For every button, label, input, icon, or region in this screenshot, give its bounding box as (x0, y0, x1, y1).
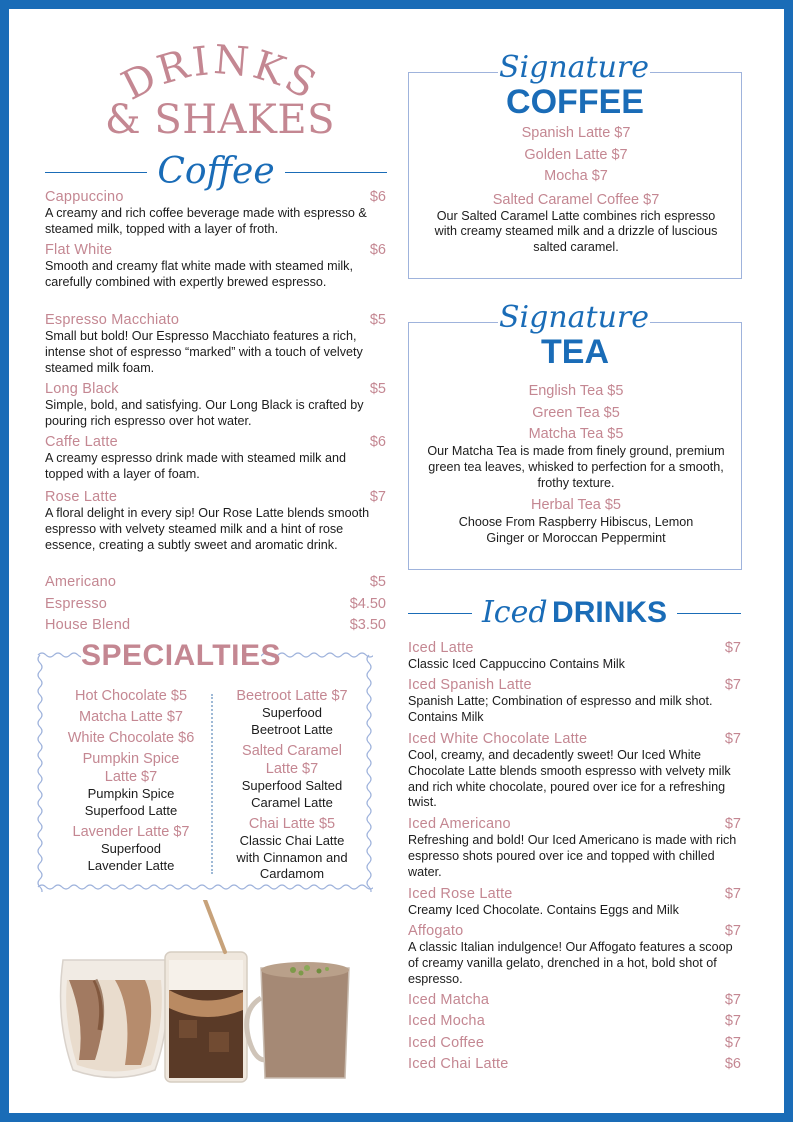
item-price: $5 (369, 381, 386, 397)
menu-item (408, 731, 741, 811)
item-name: Affogato (408, 923, 464, 939)
menu-item (45, 312, 386, 376)
item-name: Iced Americano (408, 816, 511, 832)
brand-line1: DRINKS (114, 44, 326, 104)
specialty-name: Salted Caramel Latte $7 (242, 743, 342, 777)
menu-item (45, 617, 386, 634)
brand-arc-text (100, 44, 340, 104)
item-name: Matcha Tea $5 (528, 426, 624, 442)
item-price: $7 (724, 816, 741, 832)
signature-script-text: Signature (498, 300, 650, 335)
menu-item (408, 677, 741, 726)
coffee-heading (45, 150, 387, 194)
item-name: Rose Latte (45, 489, 118, 505)
specialty-description: Superfood Lavender Latte (87, 841, 175, 873)
specialties-heading: SPECIALTIES (81, 636, 261, 676)
divider (285, 172, 387, 173)
item-price: $7 (369, 489, 386, 505)
signature-coffee-title: COFFEE (506, 83, 644, 121)
item-name: Iced Latte (408, 640, 474, 656)
item-price: $6 (369, 242, 386, 258)
specialties-left-column (50, 687, 212, 874)
item-price: $6 (369, 434, 386, 450)
item-description: Classic Iced Cappuccino Contains Milk (408, 657, 625, 671)
item-name: Iced Coffee (408, 1035, 485, 1051)
item-description: Small but bold! Our Espresso Macchiato features a rich, intense shot of espresso “marked” with a touch of velvety steamed milk foam. (45, 329, 363, 375)
item-description: Simple, bold, and satisfying. Our Long Black is crafted by pouring rich espresso over hot water. (45, 398, 364, 428)
item-price: $6 (724, 1056, 741, 1072)
item-description: Spanish Latte; Combination of espresso and milk shot. Contains Milk (408, 694, 713, 724)
item-price: $7 (724, 886, 741, 902)
item-description: Creamy Iced Chocolate. Contains Eggs and Milk (408, 903, 679, 917)
specialty-name: Hot Chocolate $5 (74, 688, 188, 704)
menu-item (45, 434, 386, 483)
item-name: Long Black (45, 381, 119, 397)
menu-item (45, 489, 386, 553)
item-name: Cappuccino (45, 189, 124, 205)
item-description: A creamy espresso drink made with steamed milk and topped with a layer of foam. (45, 451, 346, 481)
item-name: Spanish Latte $7 (521, 125, 631, 141)
item-name: Iced White Chocolate Latte (408, 731, 588, 747)
specialty-description: Superfood Salted Caramel Latte (241, 778, 343, 810)
specialty-name: Pumpkin Spice Latte $7 (82, 751, 180, 785)
drinks-photo (55, 900, 365, 1090)
item-name: Salted Caramel Coffee $7 (492, 191, 660, 208)
item-name: English Tea $5 (528, 383, 624, 399)
menu-item (408, 1013, 741, 1030)
item-name: Iced Rose Latte (408, 886, 513, 902)
item-name: Iced Spanish Latte (408, 677, 532, 693)
specialty-name: Matcha Latte $7 (79, 709, 183, 725)
item-price: $7 (724, 677, 741, 693)
menu-item (45, 189, 386, 238)
item-description: Smooth and creamy flat white made with steamed milk, carefully combined with expertly brewed espresso. (45, 259, 353, 289)
item-description: A floral delight in every sip! Our Rose Latte blends smooth espresso with velvety steamed milk and a hint of rose essence, creating a subtly sweet and aromatic drink. (45, 506, 370, 552)
divider (408, 613, 472, 614)
coffee-heading-text: Coffee (157, 151, 275, 192)
item-price: $5 (369, 312, 386, 328)
iced-script-text: Iced (481, 595, 548, 630)
specialty-name: Beetroot Latte $7 (236, 688, 348, 704)
item-price: $7 (724, 1013, 741, 1029)
item-description: A classic Italian indulgence! Our Affogato features a scoop of creamy vanilla gelato, drenched in a hot, bold shot of espresso. (408, 940, 733, 986)
item-price: $6 (369, 189, 386, 205)
specialty-name: White Chocolate $6 (67, 730, 195, 746)
iced-drinks-heading (408, 592, 741, 634)
item-price: $5 (369, 574, 386, 590)
item-name: Iced Chai Latte (408, 1056, 509, 1072)
specialty-description: Superfood Beetroot Latte (251, 705, 333, 737)
item-name: House Blend (45, 617, 131, 633)
item-price: $7 (724, 640, 741, 656)
item-name: Espresso (45, 596, 108, 612)
iced-title-text: DRINKS (552, 596, 668, 629)
signature-script-text: Signature (498, 50, 650, 85)
item-price: $7 (724, 992, 741, 1008)
item-name: Green Tea $5 (532, 404, 620, 421)
specialty-name: Chai Latte $5 (248, 816, 336, 832)
menu-item (408, 1035, 741, 1052)
item-name: Caffe Latte (45, 434, 118, 450)
item-price: $4.50 (349, 596, 386, 612)
signature-tea-list (420, 381, 732, 547)
menu-item (408, 992, 741, 1009)
item-name: Espresso Macchiato (45, 312, 180, 328)
menu-item (408, 640, 741, 673)
item-description: Cool, creamy, and decadently sweet! Our Iced White Chocolate Latte blends smooth espresso with velvety milk and rich white chocolate, poured over ice for a refreshing twist. (408, 748, 731, 810)
menu-item (45, 596, 386, 613)
menu-item (45, 242, 386, 291)
item-description: Choose From Raspberry Hibiscus, Lemon Ginger or Moroccan Peppermint (458, 515, 694, 546)
item-name: Mocha $7 (544, 168, 608, 184)
specialty-description: Pumpkin Spice Superfood Latte (84, 786, 178, 818)
specialties-right-column (222, 687, 362, 883)
signature-coffee-list (420, 123, 732, 256)
menu-item (45, 574, 386, 591)
item-name: Golden Latte $7 (524, 146, 628, 163)
menu-item (408, 816, 741, 880)
item-price: $3.50 (349, 617, 386, 633)
brand-line2: & SHAKES (105, 97, 335, 143)
item-description: A creamy and rich coffee beverage made with espresso & steamed milk, topped with a layer of froth. (45, 206, 367, 236)
signature-tea-title: TEA (541, 333, 609, 371)
menu-item (408, 1056, 741, 1073)
item-name: Iced Matcha (408, 992, 490, 1008)
menu-item (408, 886, 741, 919)
item-price: $7 (724, 731, 741, 747)
specialty-description: Classic Chai Latte with Cinnamon and Cardamom (236, 833, 348, 881)
item-description: Our Matcha Tea is made from finely ground, premium green tea leaves, whisked to perfection for a smooth, frothy texture. (427, 444, 725, 490)
item-description: Refreshing and bold! Our Iced Americano is made with rich espresso shots poured over ice and topped with chilled water. (408, 833, 737, 879)
item-name: Americano (45, 574, 117, 590)
item-price: $7 (724, 1035, 741, 1051)
item-price: $7 (724, 923, 741, 939)
menu-item (45, 381, 386, 430)
menu-item (408, 923, 741, 987)
brand-title (100, 44, 340, 142)
specialty-name: Lavender Latte $7 (72, 824, 190, 840)
svg-text:DRINKS (115, 44, 326, 104)
divider (45, 172, 147, 173)
item-name: Flat White (45, 242, 113, 258)
item-description: Our Salted Caramel Latte combines rich espresso with creamy steamed milk and a drizzle of luscious salted caramel. (434, 208, 718, 255)
divider (677, 613, 741, 614)
item-name: Iced Mocha (408, 1013, 485, 1029)
item-name: Herbal Tea $5 (530, 497, 622, 514)
